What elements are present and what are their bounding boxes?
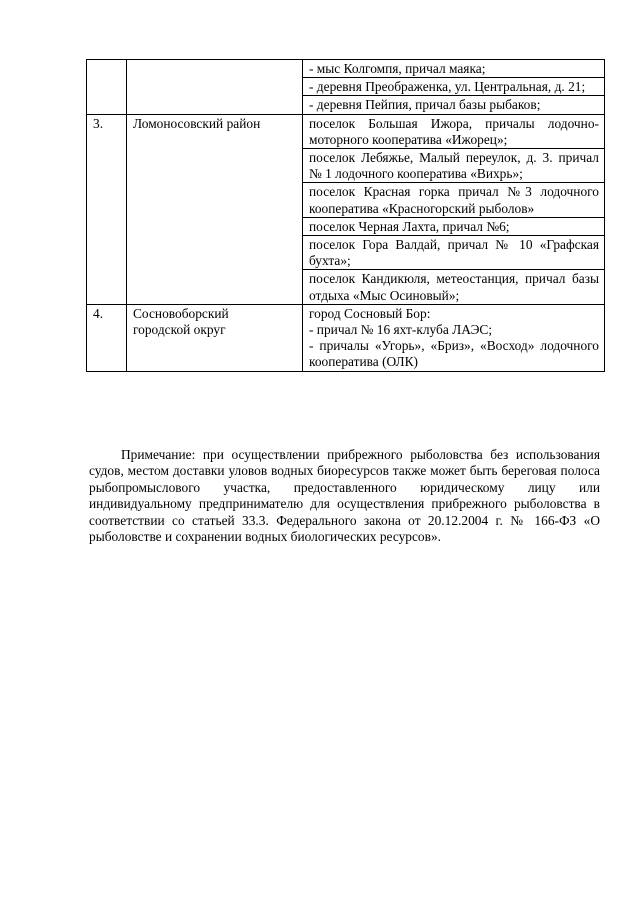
delivery-locations-table: [86, 59, 605, 372]
location-cell: поселок Гора Валдай, причал № 10 «Графская бухта»;: [303, 236, 605, 270]
location-cell: поселок Черная Лахта, причал №6;: [303, 217, 605, 235]
table-row: [87, 114, 605, 148]
district-cell: [127, 60, 303, 115]
row-number-cell: 4.: [87, 304, 127, 371]
table-row: [87, 304, 605, 371]
location-cell: - деревня Преображенка, ул. Центральная, д. 21;: [303, 78, 605, 96]
table-row: [87, 60, 605, 78]
location-cell: поселок Кандикюля, метеостанция, причал базы отдыха «Мыс Осиновый»;: [303, 270, 605, 304]
district-cell: Сосновоборский городской округ: [127, 304, 303, 371]
location-cell: поселок Большая Ижора, причалы лодочно-моторного кооператива «Ижорец»;: [303, 114, 605, 148]
location-cell: город Сосновый Бор: - причал № 16 яхт-клуба ЛАЭС; - причалы «Угорь», «Бриз», «Восход» лодочного кооператива (ОЛК): [303, 304, 605, 371]
row-number-cell: [87, 60, 127, 115]
row-number-cell: 3.: [87, 114, 127, 304]
location-cell: - деревня Пейпия, причал базы рыбаков;: [303, 96, 605, 114]
location-cell: - мыс Колгомпя, причал маяка;: [303, 60, 605, 78]
footnote-paragraph: Примечание: при осуществлении прибрежного рыболовства без использования судов, местом доставки уловов водных биоресурсов также может быть береговая полоса рыбопромыслового участка, предоставленного юридическому лицу или индивидуальному предпринимателю для осуществления прибрежного рыболовства в соответствии со статьей 33.3. Федерального закона от 20.12.2004 г. № 166-ФЗ «О рыболовстве и сохранении водных биологических ресурсов».: [89, 447, 600, 545]
district-cell: Ломоносовский район: [127, 114, 303, 304]
location-cell: поселок Лебяжье, Малый переулок, д. 3. причал № 1 лодочного кооператива «Вихрь»;: [303, 149, 605, 183]
location-cell: поселок Красная горка причал №3 лодочного кооператива «Красногорский рыболов»: [303, 183, 605, 217]
